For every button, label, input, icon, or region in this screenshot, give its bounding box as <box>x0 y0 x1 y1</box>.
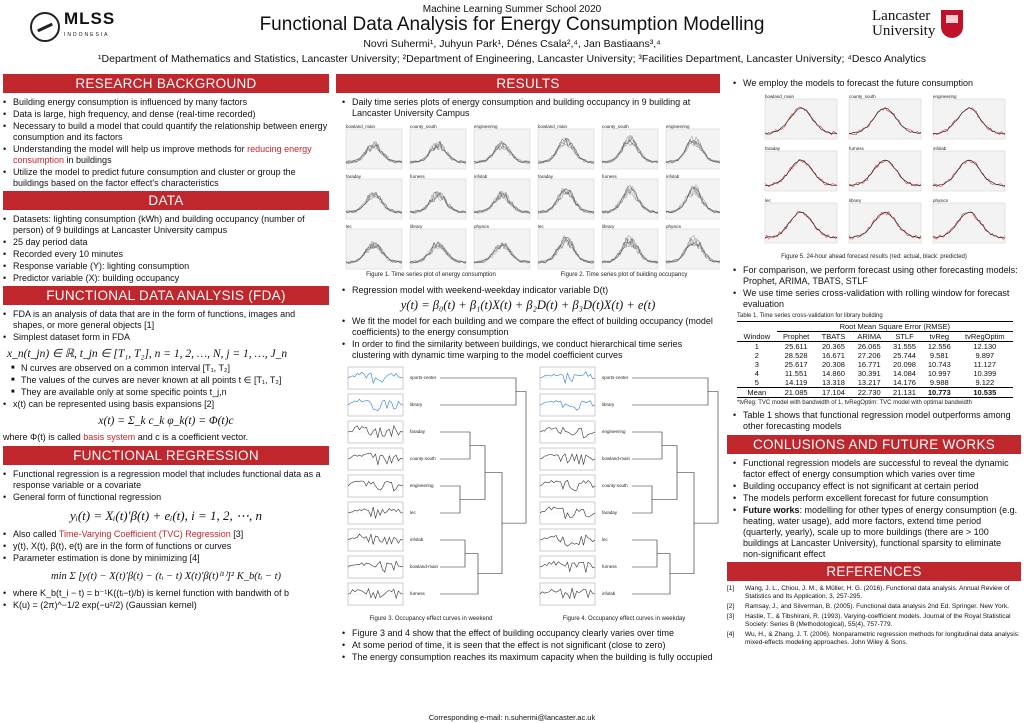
table-cell: 10.535 <box>973 388 997 397</box>
dendrogram-leaf-label: lec <box>602 537 608 542</box>
results-list-3 <box>342 316 720 361</box>
highlight-text: reducing energy consumption <box>13 144 312 165</box>
panel-label: county_south <box>849 94 876 99</box>
panel-frame <box>849 203 921 243</box>
panel-label: furness <box>602 174 617 179</box>
fr-list <box>3 469 329 503</box>
data-heading: DATA <box>3 191 329 210</box>
rmse-table <box>737 313 1013 406</box>
research-list <box>3 97 329 189</box>
dendrogram-link <box>632 378 708 405</box>
fr-equation-2: min Σ [y(t) − X(t)′β(t) − (tᵢ − t) X(t)′β(t)⁽¹⁾]² K_b(tᵢ − t) <box>50 571 282 582</box>
dendrogram-leaf-label: infolab <box>410 537 424 542</box>
forecast-list-1 <box>733 78 1021 89</box>
results-list-4 <box>342 628 720 663</box>
dendrogram-leaf-label: faraday <box>602 510 618 515</box>
table-cell: 10.399 <box>973 369 997 378</box>
figure-3-caption: Figure 3. Occupancy effect curves in weekend <box>369 616 493 622</box>
list-item: • where K_b(t_i − t) = b⁻¹K((tᵢ−t)/b) is kernel function with bandwith of b <box>3 588 329 599</box>
dendrogram-link <box>460 446 485 500</box>
left-column <box>3 74 329 612</box>
list-item: • Daily time series plots of energy consumption and building occupancy in 9 building at Lancaster University Campus <box>342 97 720 119</box>
list-item: • y(t), X(t), β(t), e(t) are in the form of functions or curves <box>3 541 329 552</box>
list-item: ■ N curves are observed on a common interval [T₁, T₂] <box>3 363 329 374</box>
dendrogram-link <box>440 486 460 513</box>
panel-frame <box>933 99 1005 139</box>
conclusions-heading: CONLUSIONS AND FUTURE WORKS <box>727 435 1021 454</box>
panel-label: engineering <box>474 124 498 129</box>
figure-5-caption: Figure 5. 24-hour ahead forecast results (red: actual, black: predicted) <box>781 254 967 260</box>
table-row <box>737 351 1013 360</box>
dendrogram-leaf-label: library <box>602 402 615 407</box>
panel-label: bowland_main <box>765 94 795 99</box>
table-cell: 20.098 <box>893 360 916 369</box>
forecast-list-2 <box>733 265 1021 310</box>
data-list <box>3 214 329 284</box>
table-cell: 14.860 <box>822 369 845 378</box>
table-cell: 14.176 <box>893 378 916 387</box>
table-cell: 9.897 <box>975 351 995 360</box>
reference-item <box>727 631 1021 647</box>
panel-label: library <box>410 224 423 229</box>
reference-number: [3] <box>727 613 735 620</box>
panel-label: engineering <box>933 94 957 99</box>
text: : modelling for other types of energy consumption (e.g. heating, water usage), add more factors, extend time period (quarterly, yearly), scale up to more buildings (there are > 100 buildings at Lancaster University), functional sparsity to eliminate non-significant effect <box>743 505 1018 559</box>
dendrogram-link <box>440 554 478 595</box>
dendrogram-leaf-label: faraday <box>410 429 426 434</box>
panel-frame <box>538 129 594 169</box>
panel-label: engineering <box>666 124 690 129</box>
panel-frame <box>765 99 837 139</box>
affiliations: ¹Department of Mathematics and Statistics, Lancaster University; ²Department of Engineering, Lancaster University; ³Facilities Department, Lancaster University; ⁴Desco Analytics <box>98 53 926 65</box>
fr-heading: FUNCTIONAL REGRESSION <box>3 446 329 465</box>
table-cell: 10.997 <box>927 369 951 378</box>
mlss-wordmark: MLSS <box>64 9 116 28</box>
list-item: • For comparison, we perform forecast using other forecasting models: Prophet, ARIMA, TBATS, STLF <box>733 265 1021 287</box>
dendrogram-link <box>440 378 516 405</box>
list-item: • At some period of time, it is seen that the effect is not significant (close to zero) <box>342 640 720 651</box>
references-list <box>727 585 1021 647</box>
results-heading: RESULTS <box>336 74 720 93</box>
list-item: • Regression model with weekend-weekday indicator variable D(t) <box>342 285 720 296</box>
table-cell: 11.127 <box>973 360 997 369</box>
table-header: TBATS <box>821 332 846 341</box>
dendrogram-link <box>478 473 502 574</box>
forecast-grid <box>727 91 1021 253</box>
list-item: • Table 1 shows that functional regression model outperforms among other forecasting models <box>733 410 1021 432</box>
panel-label: library <box>849 198 862 203</box>
list-item: • Building energy consumption is influenced by many factors <box>3 97 329 108</box>
table-note: *tvReg: TVC model with bandwidth of 1, tvRegOptim: TVC model with optimal bandwidth <box>737 400 972 406</box>
authors: Novri Suhermi¹, Juhyun Park¹, Dénes Csala²,⁴, Jan Bastiaans³,⁴ <box>363 38 661 50</box>
dendrogram-leaf-label: county-south <box>410 456 436 461</box>
table-group-header: Root Mean Square Error (RMSE) <box>777 322 1013 332</box>
footer-email: Corresponding e-mail: n.suhermi@lancaster.ac.uk <box>428 713 596 722</box>
dendrogram-leaf-label: engineering <box>602 429 626 434</box>
dendrogram-leaf-label: library <box>410 402 423 407</box>
panel-label: county_south <box>602 124 629 129</box>
dendrogram-link <box>652 446 677 500</box>
table-cell: 25.617 <box>784 360 808 369</box>
panel-frame <box>849 151 921 191</box>
panel-frame <box>666 179 720 219</box>
table-cell: 9.122 <box>975 378 995 387</box>
panel-label: lec <box>765 198 771 203</box>
panel-label: lec <box>538 224 544 229</box>
fda-equation-1: x_n(t_jn) ∈ ℝ, t_jn ∈ [T₁, T₂], n = 1, 2, …, N, j = 1, …, J_n <box>7 348 288 360</box>
reference-item <box>727 585 1021 601</box>
dendrogram-leaf-label: sports-center <box>602 375 629 380</box>
reference-number: [2] <box>727 603 735 610</box>
table-header-row <box>737 332 1013 342</box>
school-name: Machine Learning Summer School 2020 <box>422 4 602 15</box>
panel-frame <box>474 179 530 219</box>
table-cell: 9.988 <box>929 378 949 387</box>
text: in buildings <box>64 155 112 165</box>
text: Understanding the model will help us improve methods for <box>13 144 248 154</box>
table-cell: 14.084 <box>893 369 916 378</box>
text: Also called <box>13 529 59 539</box>
fda-heading: FUNCTIONAL DATA ANALYSIS (FDA) <box>3 286 329 305</box>
list-item: • We use time series cross-validation with rolling window for forecast evaluation <box>733 288 1021 310</box>
panel-frame <box>346 179 402 219</box>
mlss-sub: INDONESIA <box>64 32 110 38</box>
table-cell: 27.206 <box>857 351 881 360</box>
dendrogram-leaf-label: infolab <box>602 591 616 596</box>
table-cell: 5 <box>754 378 759 387</box>
table-header: Prophet <box>782 332 810 341</box>
table-cell: 21.131 <box>893 388 916 397</box>
list-item: • In order to find the similarity between buildings, we conduct hierarchical time series clustering with dynamic time warping to the model coefficient curves <box>342 339 720 361</box>
panel-label: physics <box>933 198 949 203</box>
panel-label: county_south <box>410 124 437 129</box>
reference-item <box>727 613 1021 629</box>
figure-1-caption: Figure 1. Time series plot of energy consumption <box>366 272 496 278</box>
list-item: • Building occupancy effect is not significant at certain period <box>733 481 1021 492</box>
fr-equation-1: yᵢ(t) = Xᵢ(t)′β(t) + eᵢ(t), i = 1, 2, ⋯, n <box>70 508 262 523</box>
text: and c is a coefficient vector. <box>135 432 249 442</box>
list-item: • Necessary to build a model that could quantify the relationship between energy consumption and its factors <box>3 121 329 143</box>
list-item: • Parameter estimation is done by minimizing [4] <box>3 553 329 564</box>
figures-3-4 <box>336 363 720 625</box>
list-item: • Figure 3 and 4 show that the effect of building occupancy clearly varies over time <box>342 628 720 639</box>
list-item: • The energy consumption reaches its maximum capacity when the building is fully occupied <box>342 652 720 663</box>
dendrogram-leaf-label: sports-center <box>410 375 437 380</box>
list-item: ■ They are available only at some specific points t_j,n <box>3 387 329 398</box>
fda-list <box>3 309 329 343</box>
table-cell: 13.217 <box>857 378 881 387</box>
figures-1-2 <box>336 121 720 283</box>
list-item: • Data is large, high frequency, and dense (real-time recorded) <box>3 109 329 120</box>
list-item: • 25 day period data <box>3 237 329 248</box>
list-item <box>733 505 1021 560</box>
list-item: • Predictor variable (X): building occupancy <box>3 273 329 284</box>
dendrogram-leaf-label: engineering <box>410 483 434 488</box>
reference-number: [4] <box>727 631 735 638</box>
dendrogram-link <box>694 392 718 524</box>
panel-frame <box>410 179 466 219</box>
reference-item <box>727 603 1021 611</box>
panel-label: bowland_main <box>346 124 376 129</box>
list-item: • Functional regression is a regression model that includes functional data as a response variable or a covariate <box>3 469 329 491</box>
panel-label: faraday <box>538 174 554 179</box>
panel-label: physics <box>474 224 490 229</box>
results-list-1 <box>342 97 720 119</box>
dendrogram-leaf-label: bowland-main <box>602 456 631 461</box>
table-caption: Table 1. Time series cross-validation for library building <box>737 313 883 319</box>
poster-title: Functional Data Analysis for Energy Consumption Modelling <box>259 14 765 35</box>
table-cell: 20.365 <box>822 342 845 351</box>
fr-list-3 <box>3 588 329 611</box>
panel-frame <box>666 129 720 169</box>
table-cell: 10.743 <box>927 360 951 369</box>
list-item <box>3 144 329 166</box>
table-cell: 30.391 <box>857 369 881 378</box>
fr-list-2 <box>3 529 329 564</box>
dendrogram-link <box>632 486 652 513</box>
list-item: • General form of functional regression <box>3 492 329 503</box>
dendrogram-leaf-label: furness <box>602 564 617 569</box>
lancaster-wordmark-2: University <box>872 23 936 39</box>
table-cell: 13.318 <box>822 378 845 387</box>
table-cell: 3 <box>754 360 759 369</box>
list-item: • K(u) = (2π)^−1/2 exp(−u²/2) (Gaussian kernel) <box>3 600 329 611</box>
reference-number: [1] <box>727 585 735 592</box>
results-list-2 <box>342 285 720 296</box>
reference-text: Ramsay, J., and Silverman, B. (2005). Functional data analysis 2nd Ed. Springer. New York. <box>745 603 1009 610</box>
table-cell: 25.744 <box>893 351 916 360</box>
middle-column <box>336 74 720 714</box>
panel-frame <box>474 229 530 269</box>
list-item: • The models perform excellent forecast for future consumption <box>733 493 1021 504</box>
table-row <box>737 388 1013 398</box>
reference-text: Wang, J. L., Chiou, J. M., & Müller, H. G. (2016). Functional data analysis. Annual Review of Statistics and Its Application, 3, 257-295. <box>745 585 1010 600</box>
panel-label: lec <box>346 224 352 229</box>
table-row <box>737 369 1013 378</box>
table-cell: 21.085 <box>784 388 808 397</box>
references-heading: REFERENCES <box>727 562 1021 581</box>
panel-frame <box>346 129 402 169</box>
dendrogram-link <box>632 432 662 459</box>
panel-label: infolab <box>474 174 488 179</box>
panel-frame <box>849 99 921 139</box>
panel-frame <box>933 151 1005 191</box>
table-row <box>737 342 1013 352</box>
table-header: ARIMA <box>857 332 882 341</box>
list-item: • Datasets: lighting consumption (kWh) and building occupancy (number of person) of 9 buildings at Lancaster University campus <box>3 214 329 236</box>
panel-frame <box>538 179 594 219</box>
dendrogram-leaf-label: furness <box>410 591 425 596</box>
table-header: STLF <box>895 332 914 341</box>
table-cell: 28.528 <box>784 351 808 360</box>
list-item: • FDA is an analysis of data that are in the form of functions, images and shapes, or more general objects [1] <box>3 309 329 331</box>
dendrogram-link <box>440 540 465 567</box>
dendrogram-leaf-label: lec <box>410 510 416 515</box>
table-row <box>737 360 1013 369</box>
figure-5 <box>727 91 1021 263</box>
results-equation: y(t) = β₀(t) + β₁(t)X(t) + β₂D(t) + β₃D(t)X(t) + e(t) <box>400 298 656 312</box>
list-item: ■ The values of the curves are never known at all points t ∈ [T₁, T₂] <box>3 375 329 386</box>
table-header: tvReg <box>929 332 950 341</box>
lancaster-wordmark-1: Lancaster <box>872 8 931 24</box>
table-header: tvRegOptim <box>965 332 1005 341</box>
table-cell: 11.551 <box>784 369 808 378</box>
table-cell: 1 <box>754 342 759 351</box>
conclusions-list <box>733 458 1021 560</box>
table-cell: 14.119 <box>784 378 808 387</box>
dendrogram-leaf-label: county-south <box>602 483 628 488</box>
lancaster-crest-icon <box>941 10 963 38</box>
table-cell: 26.065 <box>857 342 881 351</box>
table-header: Window <box>743 331 771 341</box>
reference-text: Hastie, T., & Tibshirani, R. (1993). Varying-coefficient models. Journal of the Royal Statistical Society: Series B (Methodological), 55(4), 757-779. <box>745 613 1011 628</box>
list-item: • We fit the model for each building and we compare the effect of building occupancy (model coefficients) to the energy consumption <box>342 316 720 338</box>
list-item: • Simplest dataset form in FDA <box>3 332 329 343</box>
panel-label: infolab <box>666 174 680 179</box>
dendrogram-link <box>440 432 470 459</box>
dendrogram-link <box>632 540 657 567</box>
table-cell: 25.611 <box>784 342 808 351</box>
list-item: • We employ the models to forecast the future consumption <box>733 78 1021 89</box>
text: where Φ(t) is called <box>3 432 84 442</box>
table-cell: 4 <box>754 369 759 378</box>
table-cell: 17.104 <box>822 388 845 397</box>
panel-label: library <box>602 224 615 229</box>
research-heading: RESEARCH BACKGROUND <box>3 74 329 93</box>
table-cell: 10.773 <box>927 388 951 397</box>
panel-label: faraday <box>346 174 362 179</box>
panel-frame <box>602 229 658 269</box>
reference-text: Wu, H., & Zhang, J. T. (2006). Nonparametric regression methods for longitudinal data analysis: mixed-effects modeling approaches. John Wiley & Sons. <box>745 631 1020 646</box>
table-cell: 22.730 <box>857 388 881 397</box>
panel-label: physics <box>666 224 682 229</box>
table-cell: 9.581 <box>929 351 949 360</box>
panel-label: infolab <box>933 146 947 151</box>
list-item <box>3 529 329 540</box>
panel-label: bowland_main <box>538 124 568 129</box>
forecast-list-3 <box>733 410 1021 432</box>
panel-frame <box>410 229 466 269</box>
lancaster-logo <box>872 6 1022 42</box>
table-cell: 31.555 <box>893 342 916 351</box>
dendrogram-link <box>632 554 670 595</box>
dendrogram-leaf-label: bowland-main <box>410 564 439 569</box>
table-cell: 2 <box>754 351 759 360</box>
fda-sublist <box>3 363 329 410</box>
highlight-text: basis system <box>83 432 136 442</box>
list-item: • Recorded every 10 minutes <box>3 249 329 260</box>
fda-where <box>3 432 329 443</box>
right-column <box>727 74 1021 649</box>
highlight-text: Time-Varying Coefficient (TVC) Regression <box>58 529 231 539</box>
table-cell: 16.671 <box>822 351 845 360</box>
figure-2-caption: Figure 2. Time series plot of building occupancy <box>560 272 688 278</box>
table-row <box>737 378 1013 388</box>
panel-label: furness <box>849 146 864 151</box>
time-series-grid <box>336 121 720 271</box>
dendrogram-link <box>670 473 694 574</box>
table-cell: 12.130 <box>973 342 997 351</box>
panel-label: furness <box>410 174 425 179</box>
poster-header <box>0 0 1024 72</box>
dendrogram-figures <box>336 363 720 615</box>
text: [3] <box>230 529 244 539</box>
list-item: • Response variable (Y): lighting consumption <box>3 261 329 272</box>
table-cell: Mean <box>747 388 767 397</box>
panel-frame <box>666 229 720 269</box>
list-item: • Functional regression models are successful to reveal the dynamic factor effect of energy consumption which varies over time <box>733 458 1021 480</box>
panel-label: faraday <box>765 146 781 151</box>
list-item: • Utilize the model to predict future consumption and cluster or group the buildings based on the factor effect's characteristics <box>3 167 329 189</box>
panel-frame <box>538 229 594 269</box>
table-cell: 12.556 <box>927 342 951 351</box>
list-item: • x(t) can be represented using basis expansions [2] <box>3 399 329 410</box>
table-header <box>737 322 777 332</box>
fda-equation-2: x(t) = Σ_k c_k φ_k(t) = Φ(t)c <box>98 415 234 427</box>
dendrogram-link <box>502 392 526 524</box>
bold-text: Future works <box>743 505 800 515</box>
table-cell: 16.771 <box>857 360 881 369</box>
table-cell: 20.308 <box>822 360 845 369</box>
figure-4-caption: Figure 4. Occupancy effect curves in weekday <box>562 616 686 622</box>
